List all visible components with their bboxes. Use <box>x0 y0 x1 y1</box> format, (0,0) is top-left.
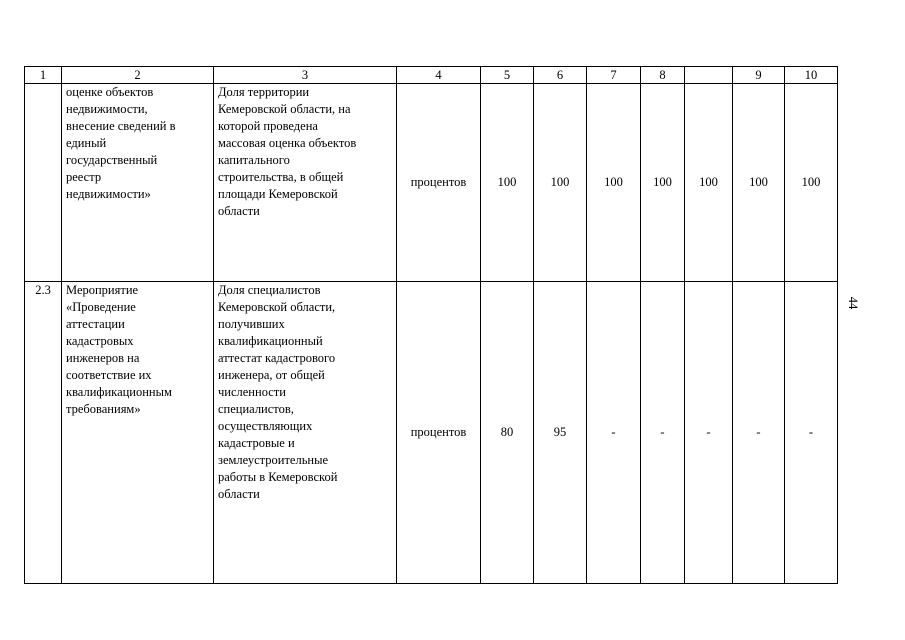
indicator-text: Доля территории Кемеровской области, на которой проведена массовая оценка объектов капитального строительства, в общей площади Кемеровской области <box>218 85 357 218</box>
header-col-7: 7 <box>587 67 641 84</box>
value-cell: - <box>641 282 685 584</box>
header-col-8: 8 <box>641 67 685 84</box>
value-cell: 100 <box>733 84 785 282</box>
header-col-blank <box>685 67 733 84</box>
value-cell: 100 <box>785 84 838 282</box>
header-col-10: 10 <box>785 67 838 84</box>
header-row <box>25 67 838 84</box>
header-col-5: 5 <box>481 67 534 84</box>
row-number <box>25 84 62 282</box>
header-col-9: 9 <box>733 67 785 84</box>
header-col-2: 2 <box>62 67 214 84</box>
table-row <box>25 282 838 584</box>
indicator-text: Доля специалистов Кемеровской области, получивших квалификационный аттестат кадастрового инженера, от общей численности специалистов, осуществляющих кадастровые и землеустроительные работы в Кемеровской области <box>218 283 338 501</box>
page-number: 44 <box>846 296 860 310</box>
unit-cell: процентов <box>397 282 481 584</box>
event-cell <box>62 282 214 584</box>
header-col-6: 6 <box>534 67 587 84</box>
event-text: оценке объектов недвижимости, внесение сведений в единый государственный реестр недвижимости» <box>66 85 176 201</box>
value-cell: 100 <box>587 84 641 282</box>
value-cell: 100 <box>685 84 733 282</box>
indicator-cell <box>214 282 397 584</box>
unit-cell: процентов <box>397 84 481 282</box>
header-col-4: 4 <box>397 67 481 84</box>
event-cell <box>62 84 214 282</box>
header-col-1: 1 <box>25 67 62 84</box>
event-text: Мероприятие «Проведение аттестации кадастровых инженеров на соответствие их квалификационным требованиям» <box>66 283 172 416</box>
value-cell: - <box>685 282 733 584</box>
value-cell: 100 <box>534 84 587 282</box>
header-col-3: 3 <box>214 67 397 84</box>
value-cell: 100 <box>641 84 685 282</box>
value-cell: - <box>785 282 838 584</box>
value-cell: 100 <box>481 84 534 282</box>
value-cell: 80 <box>481 282 534 584</box>
indicators-table <box>24 66 838 584</box>
value-cell: - <box>587 282 641 584</box>
value-cell: - <box>733 282 785 584</box>
row-number: 2.3 <box>25 282 62 584</box>
value-cell: 95 <box>534 282 587 584</box>
table-row <box>25 84 838 282</box>
indicator-cell <box>214 84 397 282</box>
